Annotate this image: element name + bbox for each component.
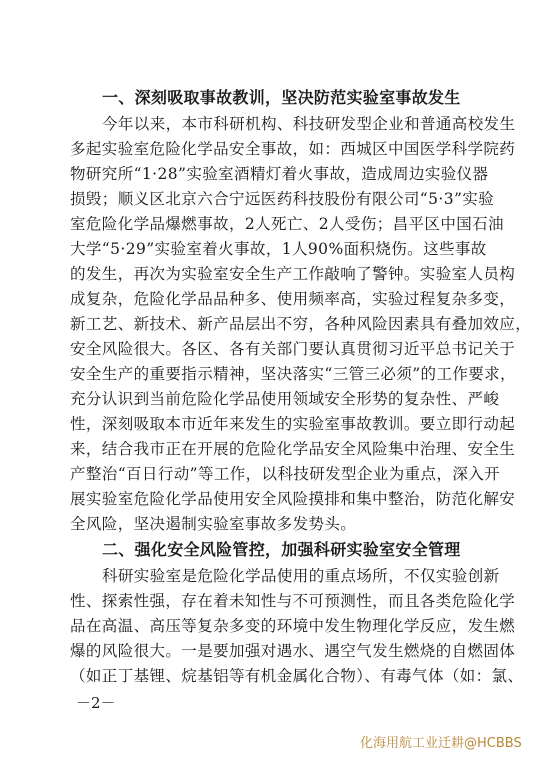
paragraph-line: 成复杂，危险化学品品种多、使用频率高，实验过程复杂多变，: [70, 290, 516, 308]
section-2-heading: 二、强化安全风险管控，加强科研实验室安全管理: [102, 540, 461, 559]
paragraph-line: 性，深刻吸取本市近年来发生的实验室事故教训。要立即行动起: [70, 415, 516, 433]
paragraph-line: 新工艺、新技术、新产品层出不穷，各种风险因素具有叠加效应，: [70, 315, 532, 333]
paragraph-line: 安全生产的重要指示精神，坚决落实“三管三必须”的工作要求，: [70, 365, 516, 383]
paragraph-line: 来，结合我市正在开展的危险化学品安全风险集中治理、安全生: [70, 440, 516, 458]
paragraph-line: 多起实验室危险化学品安全事故，如：西城区中国医学科学院药: [70, 140, 516, 158]
paragraph-line: 损毁；顺义区北京六合宁远医药科技股份有限公司“5·3”实验: [70, 190, 495, 208]
paragraph-line: 安全风险很大。各区、各有关部门要认真贯彻习近平总书记关于: [70, 340, 516, 358]
page-number: －2－: [76, 694, 116, 712]
watermark: 化海用航工业迁耕@HCBBS: [360, 736, 522, 751]
section-1-heading: 一、深刻吸取事故教训，坚决防范实验室事故发生: [102, 88, 461, 107]
paragraph-line: 物研究所“1·28”实验室酒精灯着火事故，造成周边实验仪器: [70, 165, 489, 183]
paragraph-line: 的发生，再次为实验室安全生产工作敲响了警钟。实验室人员构: [70, 265, 516, 283]
paragraph-line: 爆的风险很大。一是要加强对遇水、遇空气发生燃烧的自燃固体: [70, 642, 516, 660]
paragraph-line: 充分认识到当前危险化学品使用领域安全形势的复杂性、严峻: [70, 390, 500, 408]
paragraph-line: （如正丁基锂、烷基铝等有机金属化合物）、有毒气体（如：氯、: [70, 667, 524, 685]
paragraph-line: 大学“5·29”实验室着火事故，1人90%面积烧伤。这些事故: [70, 240, 487, 258]
paragraph-line: 室危险化学品爆燃事故，2人死亡、2人受伤；昌平区中国石油: [70, 215, 504, 233]
paragraph-line: 性、探索性强，存在着未知性与不可预测性，而且各类危险化学: [70, 592, 516, 610]
paragraph-line: 科研实验室是危险化学品使用的重点场所，不仅实验创新: [102, 567, 500, 585]
paragraph-line: 产整治“百日行动”等工作，以科技研发型企业为重点，深入开: [70, 465, 501, 483]
paragraph-line: 展实验室危险化学品使用安全风险摸排和集中整治，防范化解安: [70, 490, 516, 508]
paragraph-line: 全风险，坚决遏制实验室事故多发势头。: [70, 515, 357, 533]
paragraph-line: 今年以来，本市科研机构、科技研发型企业和普通高校发生: [102, 115, 516, 133]
paragraph-line: 品在高温、高压等复杂多变的环境中发生物理化学反应，发生燃: [70, 617, 516, 635]
